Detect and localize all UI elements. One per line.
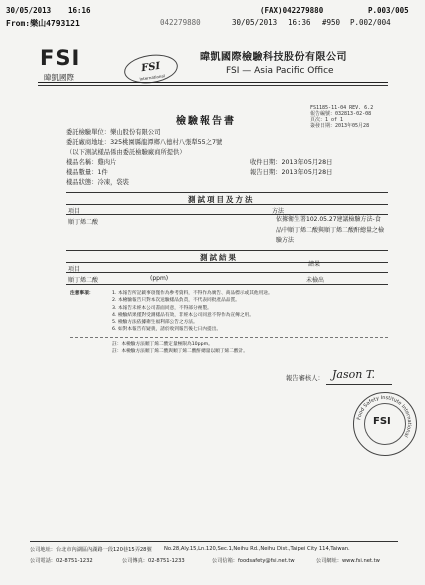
date-received: 收件日期：2013年05月28日 [250,159,333,166]
field-value: 樂山股份有限公司 [110,129,161,136]
test-items-top-rule [66,192,388,193]
note-item: 1. 本報告所記載事項僅作為參考資料，不得作為廣告、商品標示或其他用途。 [112,291,273,296]
notes-divider [70,337,388,338]
test-col-item: 項目 [68,208,81,215]
field-client: 委託檢驗單位：樂山股份有限公司 [66,129,161,136]
date-label: 報告日期 [250,169,276,176]
test-items-head-rule [66,204,388,205]
footer-email: 公司信箱：foodsafety@fsi.net.tw [212,558,295,564]
field-label: 樣品名稱 [66,159,92,166]
results-title: 測試結果 [200,253,238,262]
note-item: 5. 檢驗方法依據衛生福利部公告之方法。 [112,320,198,326]
institute-stamp [353,392,417,456]
field-label: 樣品狀態 [66,179,92,186]
company-name-cn: 暐凱國際檢驗科技股份有限公司 [200,52,347,63]
field-sample-state: 樣品狀態：冷凍，袋裝 [66,179,129,186]
date-label: 收件日期 [250,159,276,166]
signature-label: 報告審核人： [286,375,324,382]
logo-subtitle: 暐凱國際 [44,73,74,82]
results-col-result: 結果 [308,261,321,268]
note-item: 6. 如對本報告有疑義，請於收到報告後七日內提出。 [112,327,222,333]
field-value: 雞肉片 [97,159,117,166]
fax-recv-date: 30/05/2013 [6,6,52,15]
notes-label: 注意事項： [70,291,94,296]
field-value: （以下測試樣品係由委託檢驗廠商所提供） [66,149,186,156]
report-dates [250,158,332,178]
date-value: 2013年05月28日 [281,169,333,176]
footer-address-en: No.28,Aly.15,Ln.120,Sec.1,Neihu Rd.,Neihu Dist.,Taipei City 114,Taiwan. [164,546,350,552]
logo-fsi-text: FSI [40,46,81,70]
fax-recv-time: 16:16 [68,6,91,15]
note-item: 3. 本報告未經本公司書面同意，不得部分複製。 [112,305,212,311]
test-items-bottom-rule [66,250,388,251]
results-col-rule [66,272,388,273]
field-value: 冷凍，袋裝 [97,179,129,186]
field-value: 1件 [97,169,108,176]
report-title: 檢驗報告書 [176,116,236,127]
field-address: 委託廠商地址：325桃園縣龍潭鄉八德村八張犁55之7號 [66,139,223,146]
svg-text:Food Safety Institute Internat: Food Safety Institute International [355,394,412,438]
results-item-name: 順丁烯二酸 [68,277,99,284]
date-value: 2013年05月28日 [281,159,333,166]
field-value: 325桃園縣龍潭鄉八德村八張犁55之7號 [110,139,223,146]
fax-mid-number: 042279880 [160,18,201,27]
results-head-rule [66,262,388,263]
field-sample-qty: 樣品數量：1件 [66,169,108,176]
fax-from: From:樂山4793121 [6,19,80,28]
note-item: 4. 檢驗結果僅對受測樣品有效，非經本公司同意不得作為宣傳之用。 [112,312,254,318]
note-item: 2. 本檢驗報告只對本次送驗樣品負責，不代表同批產品品質。 [112,298,240,304]
signature-line [326,384,392,385]
footer-rule [30,541,398,542]
remark-item: 註：本檢驗方法順丁烯二酸與順丁烯二酸酐總量以順丁烯二酸計。 [112,349,248,355]
field-sample-note [66,148,222,158]
results-unit: (ppm) [150,275,169,282]
field-label: 委託廠商地址 [66,139,104,146]
header-divider [38,82,388,83]
remarks-list [112,341,248,356]
signature: Jason T. [332,368,376,381]
test-method-text: 依據衛生署102.05.27建議檢驗方法-食品中順丁烯二酸與順丁烯二酸酐總量之檢驗方法 [276,216,385,244]
meta-line: 報告編號：032813-02-08 [310,111,372,117]
test-col-method: 方法 [272,208,285,215]
field-label: 樣品數量 [66,169,92,176]
footer-web: 公司網址：www.fsi.net.tw [316,558,380,564]
header-divider-thin [38,85,388,86]
date-report: 報告日期：2013年05月28日 [250,169,333,176]
meta-line: 頁次：1 of 1 [310,117,344,123]
meta-line: FS1185-11-04 REV. 6.2 [310,105,374,111]
report-meta [310,105,373,129]
results-value: 未檢出 [306,277,325,284]
fax-recv-page: P.003/005 [368,6,409,15]
stamp-center: FSI [373,416,391,427]
meta-line: 簽發日期：2013年05月28 [310,123,370,129]
company-name-en: FSI — Asia Pacific Office [226,66,334,76]
footer-tel: 公司電話：02-8751-1232 [30,558,93,564]
field-sample-name: 樣品名稱：雞肉片 [66,159,117,166]
fax-send-page: P.002/004 [350,18,391,27]
seal-logo-name: FSI [140,60,161,75]
notes-list [112,290,273,334]
test-items-title: 測試項目及方法 [188,195,255,204]
fax-sender-number: (FAX)042279880 [260,6,324,15]
results-col-item: 項目 [68,266,81,273]
field-label: 委託檢驗單位 [66,129,104,136]
results-bottom-rule [66,284,388,285]
seal-logo-sub: International [139,73,166,82]
fax-send-tag: #950 [322,18,341,27]
test-item-name: 順丁烯二酸 [68,219,99,226]
fax-send-date: 30/05/2013 [232,18,278,27]
footer-fax: 公司傳真：02-8751-1233 [122,558,185,564]
fax-send-time: 16:36 [288,18,311,27]
footer-address-cn: 公司地址：台北市內湖區內湖路一段120巷15弄28號 [30,547,152,553]
report-fields [66,128,222,188]
remark-item: 註：本檢驗方法順丁烯二酸定量極限為10ppm。 [112,342,213,347]
